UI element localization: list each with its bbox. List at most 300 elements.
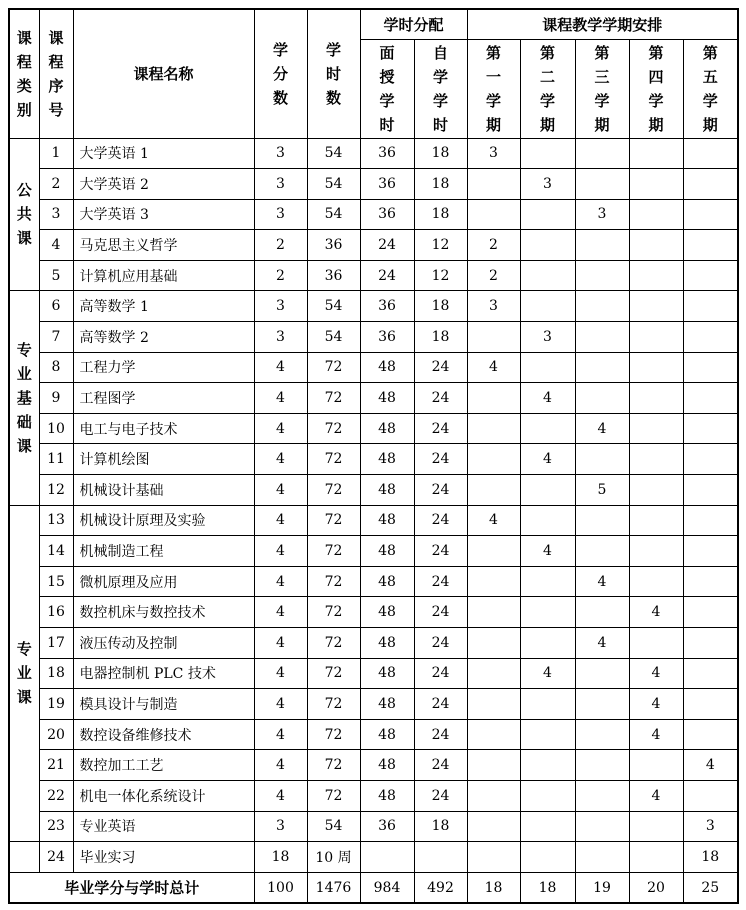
row-course-name: 大学英语 3 <box>73 199 254 230</box>
row-lecture: 48 <box>360 444 414 475</box>
row-s1 <box>467 689 520 720</box>
row-credits: 3 <box>254 199 307 230</box>
row-s3 <box>575 780 629 811</box>
header-credits-text: 学分数 <box>272 40 288 107</box>
row-seq: 22 <box>39 780 73 811</box>
row-s1 <box>467 719 520 750</box>
row-self: 24 <box>414 597 467 628</box>
row-self: 24 <box>414 505 467 536</box>
row-course-name: 马克思主义哲学 <box>73 230 254 261</box>
row-s1 <box>467 750 520 781</box>
row-credits: 4 <box>254 475 307 506</box>
row-s3 <box>575 597 629 628</box>
row-credits: 4 <box>254 352 307 383</box>
row-s2: 4 <box>520 536 575 567</box>
row-hours: 72 <box>307 658 360 689</box>
header-category <box>9 9 39 138</box>
row-s1: 3 <box>467 291 520 322</box>
table-row <box>9 505 738 536</box>
row-s5 <box>683 138 738 169</box>
row-s2: 3 <box>520 169 575 200</box>
row-self: 18 <box>414 811 467 842</box>
row-self: 24 <box>414 689 467 720</box>
row-s4 <box>629 352 683 383</box>
row-seq: 1 <box>39 138 73 169</box>
row-seq: 14 <box>39 536 73 567</box>
row-s3 <box>575 750 629 781</box>
row-s3 <box>575 505 629 536</box>
row-s4: 4 <box>629 780 683 811</box>
row-s3 <box>575 842 629 873</box>
row-s5 <box>683 169 738 200</box>
category-label: 公共课 <box>16 181 32 248</box>
row-s5 <box>683 536 738 567</box>
table-row <box>9 322 738 353</box>
row-s4 <box>629 138 683 169</box>
row-seq: 16 <box>39 597 73 628</box>
row-s5 <box>683 230 738 261</box>
row-lecture: 48 <box>360 719 414 750</box>
row-s5 <box>683 475 738 506</box>
row-self: 18 <box>414 169 467 200</box>
row-s4 <box>629 413 683 444</box>
row-seq: 24 <box>39 842 73 873</box>
row-seq: 13 <box>39 505 73 536</box>
row-s2 <box>520 291 575 322</box>
row-s1 <box>467 628 520 659</box>
row-self: 24 <box>414 750 467 781</box>
row-seq: 12 <box>39 475 73 506</box>
row-lecture: 48 <box>360 505 414 536</box>
row-self: 24 <box>414 536 467 567</box>
row-hours: 54 <box>307 322 360 353</box>
row-s3 <box>575 260 629 291</box>
header-seq <box>39 9 73 138</box>
row-s2 <box>520 352 575 383</box>
row-s4 <box>629 750 683 781</box>
row-course-name: 电工与电子技术 <box>73 413 254 444</box>
row-hours: 36 <box>307 230 360 261</box>
row-s1 <box>467 536 520 567</box>
table-row <box>9 260 738 291</box>
row-hours: 72 <box>307 597 360 628</box>
row-s1 <box>467 780 520 811</box>
category-label: 专业课 <box>16 640 32 707</box>
row-hours: 54 <box>307 138 360 169</box>
header-sem5-text: 第五学期 <box>702 43 718 134</box>
row-s2 <box>520 719 575 750</box>
row-self <box>414 842 467 873</box>
row-self: 18 <box>414 138 467 169</box>
row-s4: 4 <box>629 719 683 750</box>
row-credits: 4 <box>254 444 307 475</box>
row-course-name: 机电一体化系统设计 <box>73 780 254 811</box>
table-row <box>9 780 738 811</box>
header-sem3-text: 第三学期 <box>594 43 610 134</box>
row-hours: 72 <box>307 352 360 383</box>
header-hours-group: 学时分配 <box>360 9 467 39</box>
row-s3: 3 <box>575 199 629 230</box>
table-row <box>9 169 738 200</box>
row-self: 24 <box>414 719 467 750</box>
header-self-text: 自学学时 <box>432 43 448 134</box>
row-s4: 4 <box>629 597 683 628</box>
row-s2 <box>520 413 575 444</box>
row-s2: 4 <box>520 444 575 475</box>
category-cell <box>9 138 39 291</box>
table-row <box>9 444 738 475</box>
row-s3 <box>575 444 629 475</box>
row-s5 <box>683 352 738 383</box>
row-s2: 3 <box>520 322 575 353</box>
row-s2 <box>520 566 575 597</box>
row-s4 <box>629 505 683 536</box>
row-lecture: 36 <box>360 291 414 322</box>
row-hours: 54 <box>307 169 360 200</box>
header-self <box>414 39 467 138</box>
row-lecture: 36 <box>360 138 414 169</box>
row-lecture <box>360 842 414 873</box>
row-s2: 4 <box>520 383 575 414</box>
row-s3 <box>575 383 629 414</box>
row-s1 <box>467 383 520 414</box>
row-s1: 2 <box>467 260 520 291</box>
header-credits <box>254 9 307 138</box>
row-credits: 4 <box>254 566 307 597</box>
row-course-name: 机械制造工程 <box>73 536 254 567</box>
category-cell <box>9 291 39 505</box>
row-s4 <box>629 628 683 659</box>
row-s3 <box>575 169 629 200</box>
row-s1 <box>467 322 520 353</box>
course-rows <box>9 138 738 872</box>
row-s3 <box>575 811 629 842</box>
row-s1 <box>467 169 520 200</box>
row-course-name: 专业英语 <box>73 811 254 842</box>
row-hours: 72 <box>307 475 360 506</box>
category-cell <box>9 505 39 842</box>
table-row <box>9 719 738 750</box>
header-hours <box>307 9 360 138</box>
row-s1 <box>467 658 520 689</box>
row-lecture: 48 <box>360 750 414 781</box>
row-seq: 18 <box>39 658 73 689</box>
row-credits: 3 <box>254 291 307 322</box>
row-seq: 8 <box>39 352 73 383</box>
row-s3: 5 <box>575 475 629 506</box>
row-credits: 4 <box>254 597 307 628</box>
row-s1 <box>467 566 520 597</box>
row-seq: 17 <box>39 628 73 659</box>
row-credits: 4 <box>254 780 307 811</box>
row-s5 <box>683 444 738 475</box>
header-sem3 <box>575 39 629 138</box>
row-s2 <box>520 597 575 628</box>
row-s1: 4 <box>467 352 520 383</box>
row-course-name: 电器控制机 PLC 技术 <box>73 658 254 689</box>
header-hours-text: 学时数 <box>325 40 341 107</box>
row-seq: 9 <box>39 383 73 414</box>
table-row <box>9 750 738 781</box>
row-lecture: 36 <box>360 169 414 200</box>
table-row <box>9 383 738 414</box>
row-credits: 4 <box>254 628 307 659</box>
total-sem1: 18 <box>467 872 520 903</box>
row-s3 <box>575 719 629 750</box>
header-sem4 <box>629 39 683 138</box>
row-s5: 18 <box>683 842 738 873</box>
total-sem5: 25 <box>683 872 738 903</box>
table-row <box>9 811 738 842</box>
table-row <box>9 597 738 628</box>
total-self: 492 <box>414 872 467 903</box>
header-sem1-text: 第一学期 <box>486 43 502 134</box>
row-course-name: 数控机床与数控技术 <box>73 597 254 628</box>
row-self: 18 <box>414 199 467 230</box>
row-s5 <box>683 628 738 659</box>
row-s5 <box>683 322 738 353</box>
row-lecture: 24 <box>360 260 414 291</box>
row-s4 <box>629 230 683 261</box>
header-sem4-text: 第四学期 <box>648 43 664 134</box>
row-credits: 4 <box>254 536 307 567</box>
row-course-name: 工程力学 <box>73 352 254 383</box>
row-lecture: 48 <box>360 536 414 567</box>
row-s1 <box>467 475 520 506</box>
row-hours: 54 <box>307 811 360 842</box>
row-s4: 4 <box>629 689 683 720</box>
row-seq: 23 <box>39 811 73 842</box>
row-s3: 4 <box>575 413 629 444</box>
row-s4 <box>629 811 683 842</box>
row-s5 <box>683 413 738 444</box>
row-s5 <box>683 291 738 322</box>
row-seq: 20 <box>39 719 73 750</box>
row-hours: 72 <box>307 383 360 414</box>
row-s5 <box>683 658 738 689</box>
row-seq: 2 <box>39 169 73 200</box>
row-hours: 72 <box>307 536 360 567</box>
header-sem1 <box>467 39 520 138</box>
row-self: 24 <box>414 658 467 689</box>
row-lecture: 36 <box>360 322 414 353</box>
row-course-name: 毕业实习 <box>73 842 254 873</box>
row-s3 <box>575 230 629 261</box>
row-s3 <box>575 291 629 322</box>
row-course-name: 高等数学 1 <box>73 291 254 322</box>
row-s3 <box>575 352 629 383</box>
row-s5 <box>683 383 738 414</box>
row-lecture: 48 <box>360 383 414 414</box>
row-s4 <box>629 566 683 597</box>
row-hours: 54 <box>307 291 360 322</box>
header-sem2 <box>520 39 575 138</box>
row-self: 24 <box>414 628 467 659</box>
row-credits: 4 <box>254 719 307 750</box>
header-semester-group: 课程教学学期安排 <box>467 9 738 39</box>
row-credits: 4 <box>254 413 307 444</box>
row-s2 <box>520 750 575 781</box>
row-self: 24 <box>414 383 467 414</box>
row-s5 <box>683 566 738 597</box>
row-s1 <box>467 444 520 475</box>
table-row <box>9 138 738 169</box>
row-lecture: 48 <box>360 597 414 628</box>
row-lecture: 48 <box>360 658 414 689</box>
row-seq: 10 <box>39 413 73 444</box>
row-s3: 4 <box>575 566 629 597</box>
row-self: 24 <box>414 475 467 506</box>
row-seq: 11 <box>39 444 73 475</box>
table-row <box>9 413 738 444</box>
table-row <box>9 689 738 720</box>
row-s1 <box>467 413 520 444</box>
row-credits: 18 <box>254 842 307 873</box>
row-hours: 36 <box>307 260 360 291</box>
row-course-name: 计算机绘图 <box>73 444 254 475</box>
table-row <box>9 628 738 659</box>
row-s3: 4 <box>575 628 629 659</box>
total-lecture: 984 <box>360 872 414 903</box>
total-credits: 100 <box>254 872 307 903</box>
row-hours: 72 <box>307 689 360 720</box>
row-s4 <box>629 475 683 506</box>
header-seq-text: 课程序号 <box>48 28 64 119</box>
row-s2 <box>520 138 575 169</box>
row-self: 18 <box>414 291 467 322</box>
row-credits: 3 <box>254 811 307 842</box>
row-s4 <box>629 444 683 475</box>
row-seq: 15 <box>39 566 73 597</box>
row-credits: 4 <box>254 383 307 414</box>
row-course-name: 计算机应用基础 <box>73 260 254 291</box>
row-s1: 4 <box>467 505 520 536</box>
row-hours: 72 <box>307 566 360 597</box>
row-s1: 2 <box>467 230 520 261</box>
row-seq: 4 <box>39 230 73 261</box>
table-row <box>9 230 738 261</box>
row-s5 <box>683 597 738 628</box>
row-seq: 21 <box>39 750 73 781</box>
row-course-name: 数控加工工艺 <box>73 750 254 781</box>
row-s2 <box>520 689 575 720</box>
row-course-name: 大学英语 1 <box>73 138 254 169</box>
row-credits: 3 <box>254 138 307 169</box>
row-lecture: 36 <box>360 199 414 230</box>
table-row <box>9 566 738 597</box>
row-s2 <box>520 475 575 506</box>
row-hours: 72 <box>307 628 360 659</box>
row-seq: 5 <box>39 260 73 291</box>
row-s2: 4 <box>520 658 575 689</box>
row-s3 <box>575 658 629 689</box>
row-course-name: 工程图学 <box>73 383 254 414</box>
row-hours: 72 <box>307 444 360 475</box>
row-s2 <box>520 628 575 659</box>
row-s2 <box>520 811 575 842</box>
row-course-name: 机械设计基础 <box>73 475 254 506</box>
total-label: 毕业学分与学时总计 <box>9 872 254 903</box>
row-s5 <box>683 719 738 750</box>
row-s2 <box>520 842 575 873</box>
row-lecture: 48 <box>360 628 414 659</box>
row-hours: 10 周 <box>307 842 360 873</box>
row-s2 <box>520 780 575 811</box>
row-seq: 19 <box>39 689 73 720</box>
row-credits: 2 <box>254 230 307 261</box>
row-s1 <box>467 811 520 842</box>
row-s4 <box>629 291 683 322</box>
header-lecture <box>360 39 414 138</box>
row-lecture: 48 <box>360 352 414 383</box>
header-lecture-text: 面授学时 <box>379 43 395 134</box>
row-s1 <box>467 842 520 873</box>
table-row <box>9 291 738 322</box>
row-self: 12 <box>414 260 467 291</box>
row-hours: 72 <box>307 780 360 811</box>
row-self: 24 <box>414 566 467 597</box>
category-label: 专业基础课 <box>16 341 32 456</box>
total-sem2: 18 <box>520 872 575 903</box>
row-lecture: 24 <box>360 230 414 261</box>
header-sem2-text: 第二学期 <box>540 43 556 134</box>
row-hours: 72 <box>307 505 360 536</box>
row-seq: 3 <box>39 199 73 230</box>
table-row <box>9 199 738 230</box>
row-s5 <box>683 780 738 811</box>
row-s1 <box>467 597 520 628</box>
row-s4 <box>629 260 683 291</box>
row-s4 <box>629 169 683 200</box>
category-cell <box>9 842 39 873</box>
row-hours: 54 <box>307 199 360 230</box>
row-s3 <box>575 536 629 567</box>
row-hours: 72 <box>307 750 360 781</box>
row-self: 24 <box>414 413 467 444</box>
total-sem4: 20 <box>629 872 683 903</box>
row-credits: 2 <box>254 260 307 291</box>
row-s2 <box>520 199 575 230</box>
table-row <box>9 658 738 689</box>
row-s4: 4 <box>629 658 683 689</box>
table-row <box>9 475 738 506</box>
row-s5: 4 <box>683 750 738 781</box>
row-s3 <box>575 322 629 353</box>
row-self: 12 <box>414 230 467 261</box>
row-lecture: 48 <box>360 475 414 506</box>
row-s5 <box>683 199 738 230</box>
course-schedule-table <box>8 8 739 904</box>
row-course-name: 数控设备维修技术 <box>73 719 254 750</box>
row-s5 <box>683 505 738 536</box>
row-s4 <box>629 199 683 230</box>
row-seq: 6 <box>39 291 73 322</box>
row-credits: 4 <box>254 658 307 689</box>
row-lecture: 36 <box>360 811 414 842</box>
row-s2 <box>520 260 575 291</box>
row-course-name: 高等数学 2 <box>73 322 254 353</box>
row-credits: 4 <box>254 750 307 781</box>
row-lecture: 48 <box>360 566 414 597</box>
row-s1: 3 <box>467 138 520 169</box>
row-s3 <box>575 689 629 720</box>
header-name: 课程名称 <box>73 9 254 138</box>
row-credits: 3 <box>254 169 307 200</box>
row-credits: 3 <box>254 322 307 353</box>
row-course-name: 液压传动及控制 <box>73 628 254 659</box>
row-lecture: 48 <box>360 689 414 720</box>
row-s5 <box>683 260 738 291</box>
